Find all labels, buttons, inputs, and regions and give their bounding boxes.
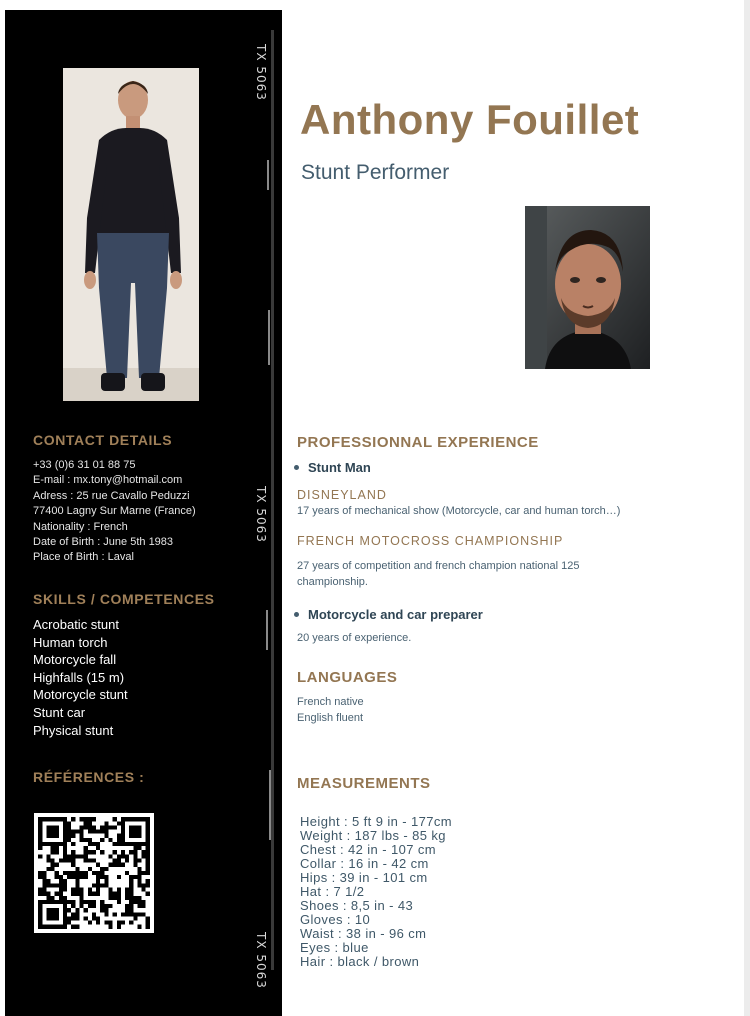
- measurements-heading: MEASUREMENTS: [297, 775, 431, 792]
- measure-height: Height : 5 ft 9 in - 177cm: [300, 814, 453, 829]
- measure-hair: Hair : black / brown: [300, 954, 420, 969]
- measure-eyes: Eyes : blue: [300, 940, 369, 955]
- contact-nationality: Nationality : French: [33, 520, 128, 533]
- measure-hat: Hat : 7 1/2: [300, 884, 365, 899]
- contact-email: E-mail : mx.tony@hotmail.com: [33, 474, 183, 487]
- employer-disneyland: DISNEYLAND: [297, 488, 387, 502]
- skills-heading: SKILLS / COMPETENCES: [33, 591, 215, 607]
- employer-motocross-description: 27 years of competition and french champion national 125 championship.: [297, 560, 580, 588]
- language-item: English fluent: [297, 711, 364, 724]
- references-heading: RÉFÉRENCES :: [33, 769, 145, 785]
- contact-phone: +33 (0)6 31 01 88 75: [33, 459, 136, 471]
- skill-item: Physical stunt: [33, 722, 114, 738]
- measure-collar: Collar : 16 in - 42 cm: [300, 856, 429, 871]
- film-scratch: [267, 160, 269, 190]
- skill-item: Motorcycle fall: [33, 652, 117, 668]
- sidebar: [5, 10, 282, 1016]
- candidate-name: Anthony Fouillet: [300, 96, 640, 143]
- skills-list: [33, 616, 128, 739]
- skill-item: Human torch: [33, 634, 108, 650]
- experience-heading: PROFESSIONNAL EXPERIENCE: [297, 434, 539, 451]
- measurements-list: [300, 815, 452, 969]
- skill-item: Highfalls (15 m): [33, 669, 125, 685]
- contact-list: [33, 458, 196, 566]
- contact-birth-place: Place of Birth : Laval: [33, 551, 134, 564]
- experience-role-stuntman: Stunt Man: [294, 460, 371, 475]
- measure-hips: Hips : 39 in - 101 cm: [300, 870, 428, 885]
- film-scratch: [268, 310, 270, 365]
- languages-list: [297, 695, 364, 726]
- film-scratch: [269, 770, 271, 840]
- measure-chest: Chest : 42 in - 107 cm: [300, 842, 436, 857]
- employer-motocross: FRENCH MOTOCROSS CHAMPIONSHIP: [297, 534, 564, 548]
- contact-address-line2: 77400 Lagny Sur Marne (France): [33, 505, 196, 518]
- contact-address-line1: Adress : 25 rue Cavallo Peduzzi: [33, 489, 190, 502]
- bullet-icon: [294, 465, 299, 470]
- preparer-description: 20 years of experience.: [297, 632, 412, 644]
- skill-item: Stunt car: [33, 704, 86, 720]
- languages-heading: LANGUAGES: [297, 669, 398, 686]
- bullet-icon: [294, 612, 299, 617]
- qr-code-icon[interactable]: [34, 813, 154, 933]
- page-edge-shadow: [744, 0, 750, 1016]
- film-scratch: [266, 610, 268, 650]
- film-strip-decoration: [227, 10, 282, 1016]
- skill-item: Acrobatic stunt: [33, 617, 119, 632]
- candidate-role: Stunt Performer: [301, 161, 450, 184]
- language-item: French native: [297, 696, 364, 708]
- measure-gloves: Gloves : 10: [300, 912, 371, 927]
- measure-shoes: Shoes : 8,5 in - 43: [300, 898, 414, 913]
- contact-heading: CONTACT DETAILS: [33, 432, 173, 448]
- measure-waist: Waist : 38 in - 96 cm: [300, 926, 427, 941]
- portrait-photo: [525, 206, 650, 369]
- film-code-bottom: TX 5063: [254, 932, 268, 989]
- experience-role-preparer: Motorcycle and car preparer: [294, 607, 483, 622]
- film-edge-line: [271, 30, 274, 970]
- full-body-photo: [63, 68, 199, 401]
- film-code-middle: TX 5063: [254, 486, 268, 543]
- contact-birth-date: Date of Birth : June 5th 1983: [33, 536, 174, 549]
- skill-item: Motorcycle stunt: [33, 687, 128, 703]
- measure-weight: Weight : 187 lbs - 85 kg: [300, 828, 446, 843]
- employer-disneyland-description: 17 years of mechanical show (Motorcycle, car and human torch…): [297, 505, 621, 517]
- film-code-top: TX 5063: [254, 44, 268, 101]
